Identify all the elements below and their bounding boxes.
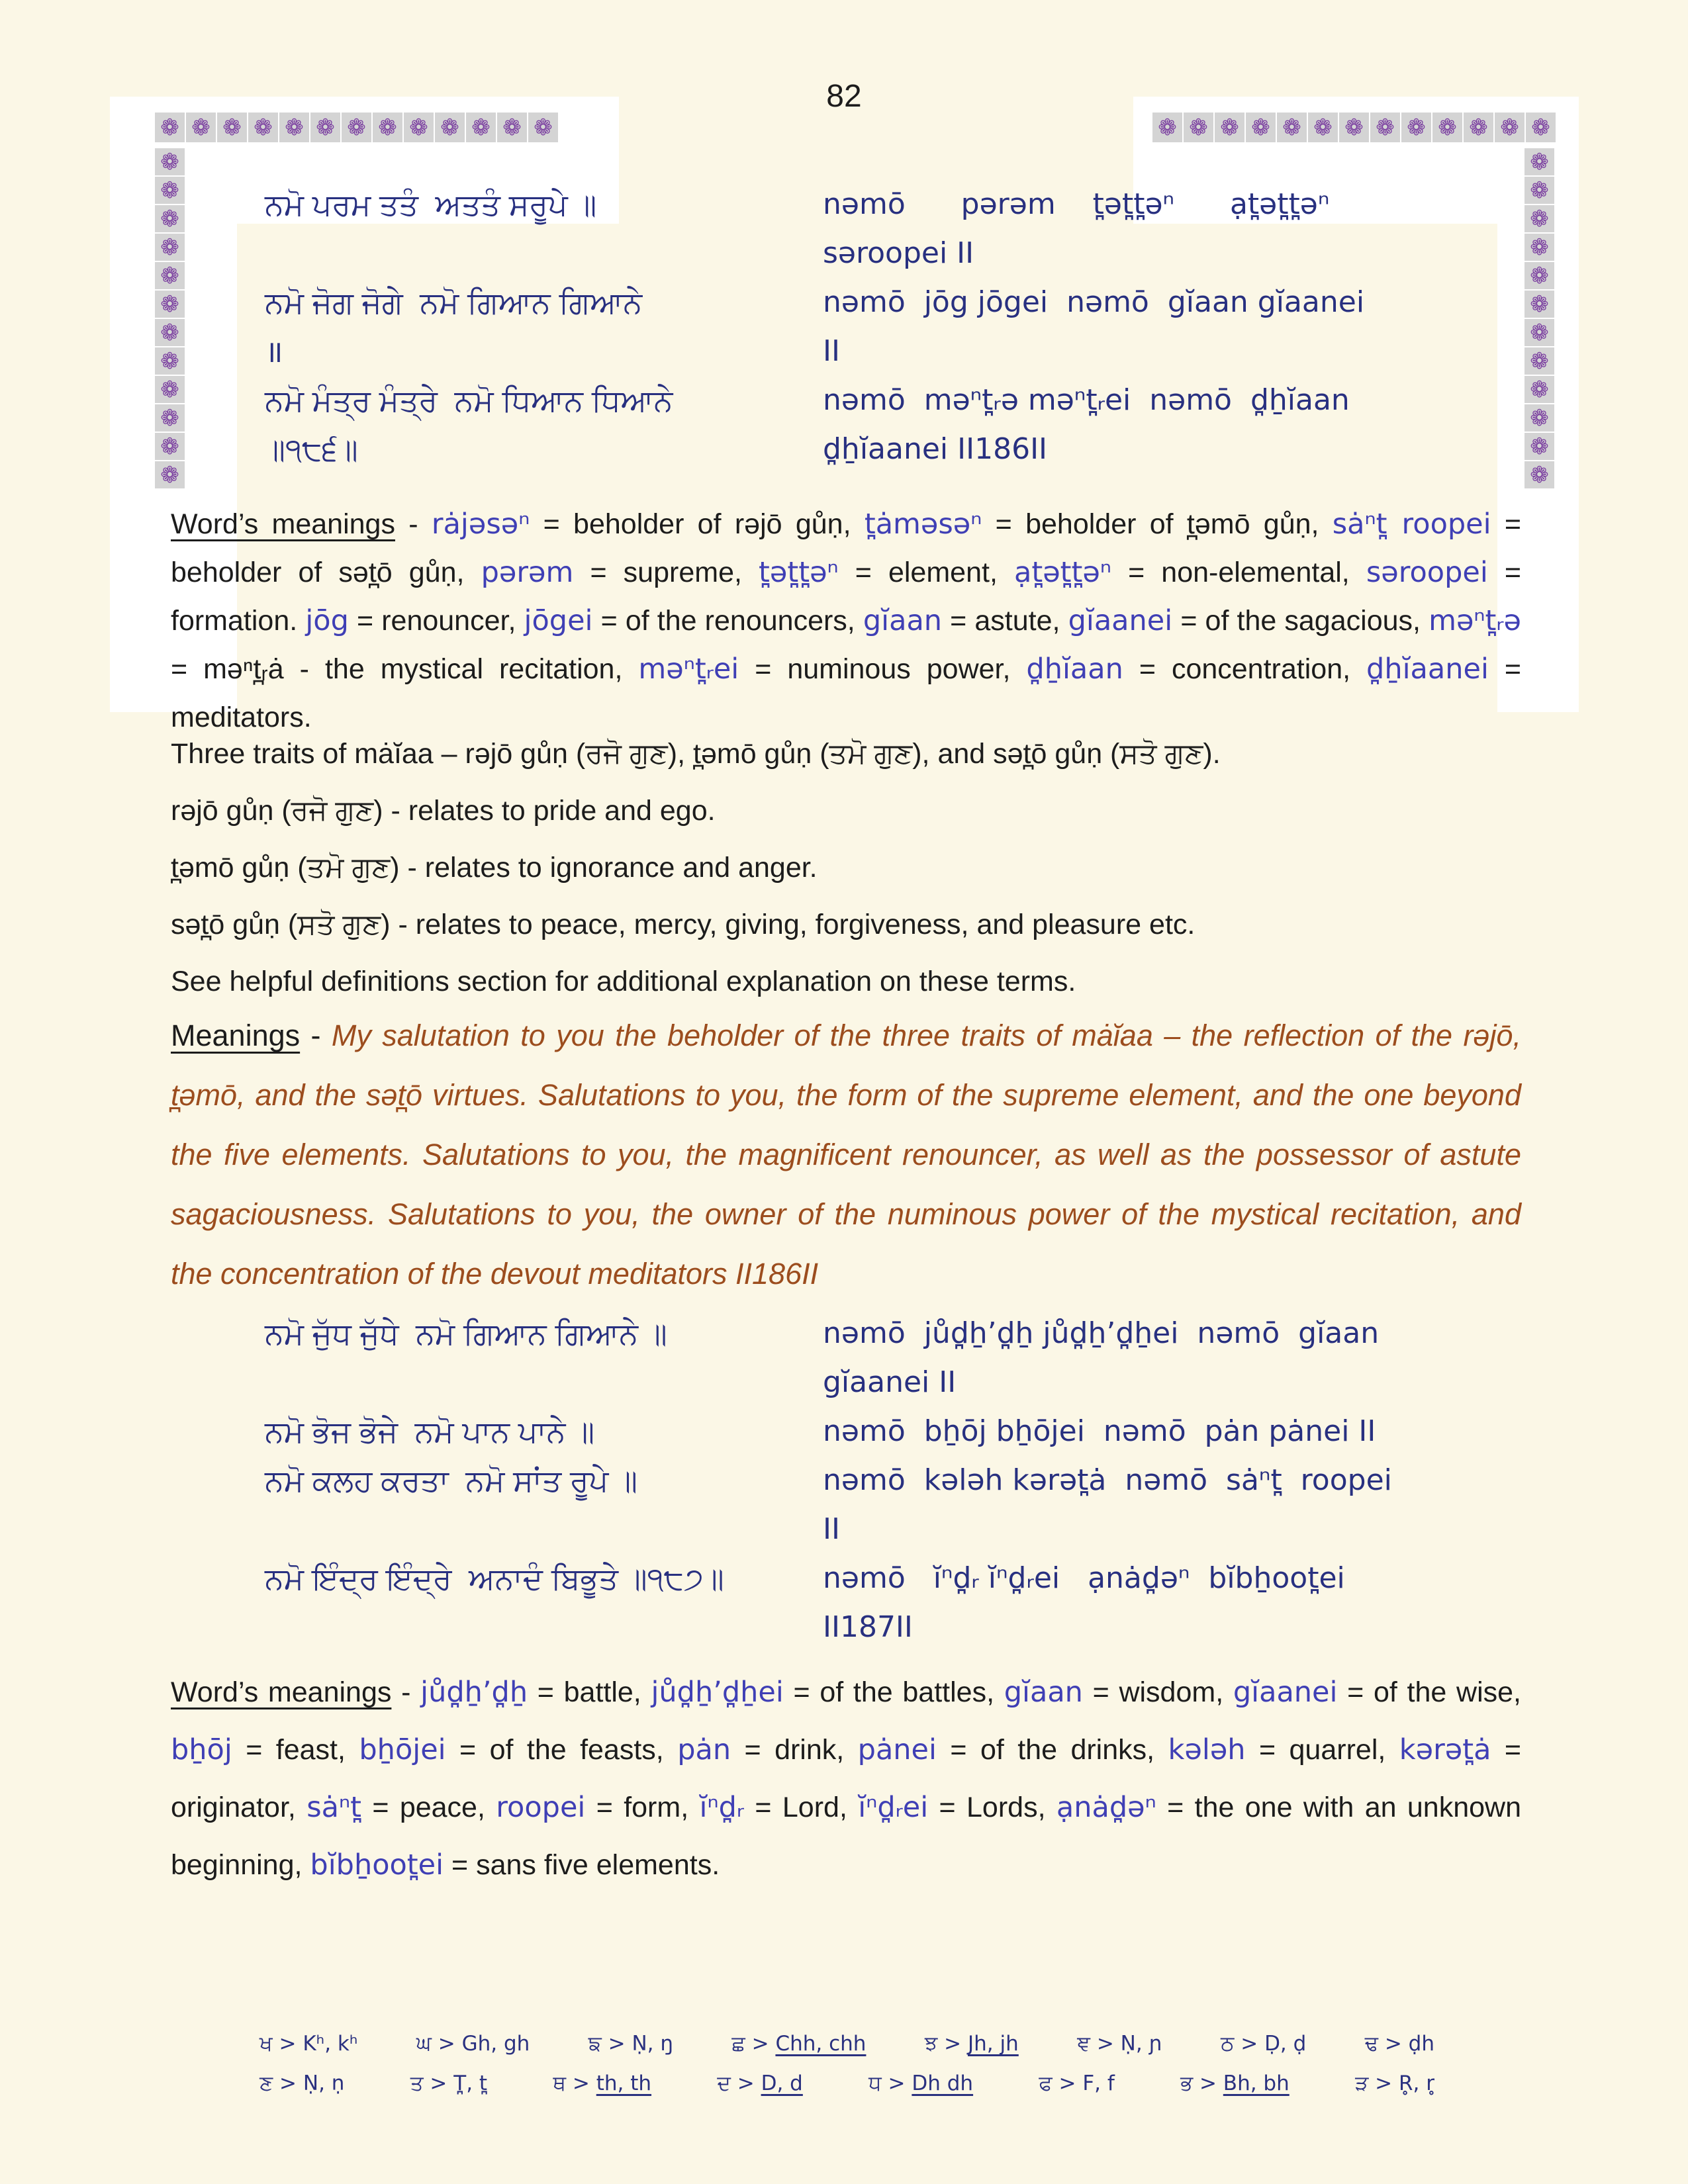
text-segment: = concentration, xyxy=(1123,653,1367,685)
border-tile xyxy=(1524,347,1554,375)
legend-item xyxy=(731,2024,866,2064)
text-segment: məⁿt̪ᵣei xyxy=(638,653,739,686)
border-tile xyxy=(1524,404,1554,432)
text-line: Three traits of mȧĭaa – rəjō gůṇ (ਰਜੋ ਗੁਣ), t̪əmō gůṇ (ਤਮੋ ਗੁਣ), and sət̪ō gůṇ (ਸਤੋ ਗੁਣ). xyxy=(171,738,1221,770)
text-line: nəmō jůd̪ẖ’d̪ẖ jůd̪ẖ’d̪ẖei nəmō gĭaan xyxy=(823,1316,1380,1350)
text-segment: səroopei xyxy=(1366,556,1488,589)
legend-roman-value: F, f xyxy=(1082,2071,1115,2095)
border-tile xyxy=(155,404,185,432)
flower-icon: ❁ xyxy=(502,114,522,141)
border-tile xyxy=(1524,291,1554,318)
text-segment: jůd̪ẖ’d̪ẖei xyxy=(651,1676,784,1709)
border-tile xyxy=(1524,205,1554,232)
text-segment: = of the drinks, xyxy=(936,1734,1168,1766)
border-tile xyxy=(155,205,185,232)
text-line: ਨਮੋ ਭੋਜ ਭੋਜੇ ਨਮੋ ਪਾਨ ਪਾਨੇ ॥ xyxy=(265,1414,595,1449)
border-tile xyxy=(155,376,185,403)
text-segment: = beholder of t̪əmō gůṇ, xyxy=(982,508,1333,540)
flower-icon: ❁ xyxy=(160,262,179,289)
text-segment: = non-elemental, xyxy=(1111,557,1366,588)
legend-gurmukhi-letter: ਫ xyxy=(1039,2071,1053,2095)
gurmukhi-column-2 xyxy=(265,1309,827,1652)
text-segment: = element, xyxy=(838,557,1014,588)
flower-icon: ❁ xyxy=(1530,205,1549,232)
text-segment: jōgei xyxy=(524,604,593,637)
border-tile xyxy=(279,113,309,142)
text-segment: = formation. xyxy=(171,557,1521,637)
flower-icon: ❁ xyxy=(378,114,397,141)
legend-separator: > xyxy=(730,2071,761,2095)
legend-separator: > xyxy=(1378,2032,1409,2056)
text-line: See helpful definitions section for additional explanation on these terms. xyxy=(171,966,1076,997)
text-segment: = sans five elements. xyxy=(444,1849,720,1881)
legend-item xyxy=(410,2064,487,2103)
flower-icon: ❁ xyxy=(222,114,242,141)
text-segment: = Lords, xyxy=(928,1792,1056,1823)
text-line: ॥ xyxy=(265,334,283,369)
border-tile xyxy=(1524,376,1554,403)
flower-icon: ❁ xyxy=(1158,114,1177,141)
flower-icon: ❁ xyxy=(1469,114,1488,141)
border-tile xyxy=(1277,113,1307,142)
legend-gurmukhi-letter: ੜ xyxy=(1355,2071,1369,2095)
text-line: nəmō məⁿt̪ᵣə məⁿt̪ᵣei nəmō d̪ẖĭaan xyxy=(823,383,1350,417)
border-tile xyxy=(1524,148,1554,175)
legend-gurmukhi-letter: ਖ xyxy=(259,2032,273,2056)
flower-icon: ❁ xyxy=(1530,461,1549,488)
flower-icon: ❁ xyxy=(254,114,273,141)
legend-roman-value: Ṇ, ɲ xyxy=(1120,2032,1162,2056)
text-segment: d̪ẖĭaanei xyxy=(1366,653,1489,686)
text-line: ॥੧੮੬॥ xyxy=(265,432,358,467)
text-segment: gĭaan xyxy=(1004,1676,1083,1709)
text-segment: kərət̪ȧ xyxy=(1399,1733,1491,1766)
phonetic-legend-row-1 xyxy=(259,2024,1434,2064)
flower-icon: ❁ xyxy=(1530,234,1549,261)
text-segment: = məⁿt̪ᵣȧ - the mystical recitation, xyxy=(171,653,639,685)
border-tile xyxy=(155,113,185,142)
text-segment: pȧnei xyxy=(857,1733,937,1766)
text-line: rəjō gůṇ (ਰਜੋ ਗੁਣ) - relates to pride and ego. xyxy=(171,795,716,827)
legend-separator: > xyxy=(566,2071,596,2095)
legend-separator: > xyxy=(881,2071,912,2095)
flower-icon: ❁ xyxy=(160,347,179,375)
text-segment: t̪ət̪t̪əⁿ xyxy=(759,556,839,589)
legend-roman-value: R̥, r̥ xyxy=(1399,2071,1434,2095)
text-segment: = beholder of sət̪ō gůṇ, xyxy=(171,508,1521,588)
legend-roman-value: ḍh xyxy=(1408,2032,1434,2056)
legend-separator: > xyxy=(1052,2071,1083,2095)
legend-roman-value: D, d xyxy=(761,2071,803,2095)
legend-item xyxy=(868,2064,973,2103)
legend-roman-value: Ṇ, ṇ xyxy=(303,2071,345,2095)
legend-separator: > xyxy=(272,2032,303,2056)
border-tile xyxy=(155,319,185,346)
phonetic-legend xyxy=(259,2024,1434,2103)
legend-gurmukhi-letter: ਣ xyxy=(259,2071,273,2095)
text-line: ਨਮੋ ਜੋਗ ਜੋਗੇ ਨਮੋ ਗਿਆਨ ਗਿਆਨੇ xyxy=(265,285,643,320)
text-segment: jōg xyxy=(305,604,349,637)
flower-icon: ❁ xyxy=(191,114,211,141)
flower-icon: ❁ xyxy=(1530,376,1549,403)
words-meanings-paragraph-1 xyxy=(171,500,1521,742)
flower-icon: ❁ xyxy=(534,114,553,141)
text-segment: My salutation to you the beholder of the three traits of mȧĭaa – the reflection of the rəjō, t̪əmō, and the sət̪ō virtues. Salutations to you, the form of the supreme element, and the one beyond the five elements. Salutations to you, the magnificent renouncer, as well as the possessor of astute sagaciousness. Salutations to you, the owner of the numinous power of the mystical recitation, and the concentration of the devout meditators II186II xyxy=(171,1019,1521,1291)
text-segment: = of the wise, xyxy=(1337,1676,1521,1708)
text-segment: = feast, xyxy=(232,1734,359,1766)
text-segment: = beholder of rəjō gůṇ, xyxy=(530,508,865,540)
border-tile xyxy=(310,113,340,142)
flower-icon: ❁ xyxy=(1376,114,1395,141)
legend-separator: > xyxy=(1368,2071,1399,2095)
legend-item xyxy=(1221,2024,1306,2064)
legend-item xyxy=(1039,2064,1114,2103)
text-segment: bẖōj xyxy=(171,1733,232,1766)
flower-border-top-right xyxy=(1152,113,1556,142)
text-segment: ĭⁿd̪ᵣei xyxy=(858,1791,929,1824)
flower-icon: ❁ xyxy=(1531,114,1550,141)
border-tile xyxy=(497,113,527,142)
flower-icon: ❁ xyxy=(1220,114,1239,141)
legend-gurmukhi-letter: ਤ xyxy=(410,2071,424,2095)
text-line: ਨਮੋ ਕਲਹ ਕਰਤਾ ਨਮੋ ਸਾਂਤ ਰੂਪੇ ॥ xyxy=(265,1463,637,1498)
legend-item xyxy=(1077,2024,1162,2064)
flower-icon: ❁ xyxy=(1530,347,1549,375)
border-tile xyxy=(186,113,216,142)
border-tile xyxy=(1524,234,1554,261)
text-segment: = quarrel, xyxy=(1245,1734,1399,1766)
border-tile xyxy=(155,433,185,460)
text-segment: - xyxy=(391,1676,421,1708)
transliteration-column-1 xyxy=(823,180,1498,474)
text-line: t̪əmō gůṇ (ਤਮੋ ਗੁਣ) - relates to ignorance and anger. xyxy=(171,852,818,884)
border-tile xyxy=(155,177,185,204)
border-tile xyxy=(155,347,185,375)
legend-gurmukhi-letter: ਝ xyxy=(924,2032,938,2056)
flower-icon: ❁ xyxy=(409,114,428,141)
border-tile xyxy=(1526,113,1556,142)
text-segment: t̪ȧməsəⁿ xyxy=(864,508,982,541)
flower-icon: ❁ xyxy=(440,114,459,141)
flower-icon: ❁ xyxy=(1407,114,1426,141)
legend-item xyxy=(1180,2064,1289,2103)
border-tile xyxy=(1524,177,1554,204)
border-tile xyxy=(435,113,465,142)
legend-separator: > xyxy=(937,2032,968,2056)
legend-item xyxy=(553,2064,651,2103)
flower-icon: ❁ xyxy=(160,114,179,141)
flower-icon: ❁ xyxy=(285,114,304,141)
text-line: gĭaanei II xyxy=(823,1365,957,1399)
text-segment: məⁿt̪ᵣə xyxy=(1429,604,1521,637)
meanings-paragraph xyxy=(171,1006,1521,1304)
flower-border-top-left xyxy=(155,113,558,142)
legend-item xyxy=(1355,2064,1434,2103)
legend-item xyxy=(588,2024,673,2064)
text-segment: = peace, xyxy=(361,1792,496,1823)
text-segment: = drink, xyxy=(731,1734,858,1766)
text-segment: d̪ẖĭaan xyxy=(1026,653,1123,686)
border-tile xyxy=(1339,113,1369,142)
flower-icon: ❁ xyxy=(160,291,179,318)
text-segment: = renouncer, xyxy=(348,605,524,637)
text-line: ਨਮੋ ਮੰਤ੍ਰ ਮੰਤ੍ਰੇ ਨਮੋ ਧਿਆਨ ਧਿਆਨੇ xyxy=(265,383,673,418)
border-tile xyxy=(466,113,496,142)
text-line xyxy=(265,1505,827,1554)
text-line: II xyxy=(823,1512,840,1546)
flower-icon: ❁ xyxy=(1530,262,1549,289)
legend-roman-value: Kʰ, kʰ xyxy=(303,2032,358,2056)
text-segment: = of the renouncers, xyxy=(592,605,863,637)
flower-icon: ❁ xyxy=(160,433,179,460)
legend-roman-value: Ḍ, ḍ xyxy=(1264,2032,1307,2056)
flower-icon: ❁ xyxy=(1530,404,1549,432)
text-segment: = numinous power, xyxy=(739,653,1027,685)
text-segment: = meditators. xyxy=(171,653,1521,733)
flower-icon: ❁ xyxy=(1530,433,1549,460)
text-segment: Word’s meanings xyxy=(171,508,395,540)
text-segment: bĭbẖoot̪ei xyxy=(310,1848,444,1882)
border-tile xyxy=(1524,262,1554,289)
legend-roman-value: Ṇ, ŋ xyxy=(632,2032,674,2056)
three-traits-section xyxy=(171,725,1568,1010)
legend-roman-value: T̪, t̪ xyxy=(453,2071,488,2095)
legend-gurmukhi-letter: ਙ xyxy=(588,2032,602,2056)
text-segment: = Lord, xyxy=(744,1792,859,1823)
legend-roman-value: Gh, gh xyxy=(461,2032,530,2056)
legend-gurmukhi-letter: ਭ xyxy=(1180,2071,1194,2095)
text-segment: = form, xyxy=(585,1792,700,1823)
flower-border-right xyxy=(1524,148,1554,488)
legend-separator: > xyxy=(431,2032,462,2056)
gurmukhi-column-1 xyxy=(265,180,827,474)
text-line xyxy=(265,1603,827,1652)
text-line: II187II xyxy=(823,1610,913,1644)
border-tile xyxy=(155,148,185,175)
border-tile xyxy=(1370,113,1400,142)
flower-icon: ❁ xyxy=(1251,114,1270,141)
flower-icon: ❁ xyxy=(1189,114,1208,141)
flower-icon: ❁ xyxy=(160,319,179,346)
flower-icon: ❁ xyxy=(1344,114,1364,141)
text-segment: = originator, xyxy=(171,1734,1521,1823)
flower-icon: ❁ xyxy=(160,177,179,204)
text-segment: jůd̪ẖ’d̪ẖ xyxy=(420,1676,528,1709)
legend-separator: > xyxy=(1193,2071,1223,2095)
text-segment: ạt̪ət̪t̪əⁿ xyxy=(1014,556,1111,589)
border-tile xyxy=(373,113,402,142)
border-tile xyxy=(342,113,371,142)
text-line: II xyxy=(823,334,840,368)
legend-separator: > xyxy=(601,2032,632,2056)
flower-icon: ❁ xyxy=(1530,319,1549,346)
text-segment: gĭaanei xyxy=(1068,604,1173,637)
text-line: səroopei II xyxy=(823,236,974,270)
text-segment: = supreme, xyxy=(573,557,759,588)
text-segment: roopei xyxy=(496,1791,586,1824)
border-tile xyxy=(1524,461,1554,488)
text-line xyxy=(265,1358,827,1407)
border-tile xyxy=(217,113,247,142)
text-segment: = astute, xyxy=(942,605,1068,637)
border-tile xyxy=(155,291,185,318)
border-tile xyxy=(1401,113,1431,142)
text-segment: = of the sagacious, xyxy=(1172,605,1429,637)
legend-gurmukhi-letter: ਢ xyxy=(1364,2032,1378,2056)
flower-icon: ❁ xyxy=(1282,114,1301,141)
flower-icon: ❁ xyxy=(1438,114,1457,141)
border-tile xyxy=(404,113,434,142)
text-line: nəmō kələh kərət̪ȧ nəmō sȧⁿt̪ roopei xyxy=(823,1463,1392,1497)
page-number: 82 xyxy=(826,79,862,114)
words-meanings-paragraph-2 xyxy=(171,1664,1521,1894)
text-segment: bẖōjei xyxy=(359,1733,446,1766)
flower-icon: ❁ xyxy=(1530,148,1549,175)
text-segment: Word’s meanings xyxy=(171,1676,392,1708)
border-tile xyxy=(155,461,185,488)
legend-roman-value: th, th xyxy=(596,2071,652,2095)
text-segment: Meanings xyxy=(171,1019,301,1052)
border-tile xyxy=(1432,113,1462,142)
text-segment: ĭⁿd̪ᵣ xyxy=(699,1791,745,1824)
border-tile xyxy=(528,113,558,142)
text-line: nəmō ĭⁿd̪ᵣ ĭⁿd̪ᵣei ạnȧd̪əⁿ bĭbẖoot̪ei xyxy=(823,1561,1345,1595)
text-segment: = wisdom, xyxy=(1082,1676,1233,1708)
text-line: ਨਮੋ ਇੰਦ੍ਰ ਇੰਦ੍ਰੇ ਅਨਾਦੰ ਬਿਭੂਤੇ ॥੧੮੭॥ xyxy=(265,1561,724,1596)
text-line xyxy=(265,229,827,278)
border-tile xyxy=(1152,113,1182,142)
flower-icon: ❁ xyxy=(1530,177,1549,204)
legend-separator: > xyxy=(745,2032,776,2056)
text-line: ਨਮੋ ਪਰਮ ਤਤੰ ਅਤਤੰ ਸਰੂਪੇ ॥ xyxy=(265,187,597,222)
text-segment: pȧn xyxy=(677,1733,731,1766)
flower-icon: ❁ xyxy=(1500,114,1519,141)
flower-icon: ❁ xyxy=(160,205,179,232)
flower-icon: ❁ xyxy=(160,376,179,403)
border-tile xyxy=(1308,113,1338,142)
border-tile xyxy=(1184,113,1213,142)
legend-gurmukhi-letter: ਥ xyxy=(553,2071,567,2095)
text-segment: - xyxy=(395,508,432,540)
border-tile xyxy=(1495,113,1524,142)
legend-gurmukhi-letter: ਞ xyxy=(1077,2032,1090,2056)
text-segment: - xyxy=(300,1019,332,1052)
text-segment: = of the feasts, xyxy=(445,1734,678,1766)
legend-separator: > xyxy=(1234,2032,1265,2056)
legend-item xyxy=(416,2024,530,2064)
phonetic-legend-row-2 xyxy=(259,2064,1434,2103)
flower-icon: ❁ xyxy=(347,114,366,141)
legend-item xyxy=(717,2064,802,2103)
flower-icon: ❁ xyxy=(160,148,179,175)
border-tile xyxy=(1524,433,1554,460)
legend-separator: > xyxy=(1090,2032,1121,2056)
text-line: ਨਮੋ ਜੁੱਧ ਜੁੱਧੇ ਨਮੋ ਗਿਆਨ ਗਿਆਨੇ ॥ xyxy=(265,1316,667,1351)
text-segment: sȧⁿt̪ roopei xyxy=(1332,508,1491,541)
text-segment: rȧjəsəⁿ xyxy=(431,508,530,541)
text-segment: = the one with an unknown beginning, xyxy=(171,1792,1522,1881)
text-segment: = of the battles, xyxy=(783,1676,1004,1708)
legend-item xyxy=(1365,2024,1434,2064)
flower-icon: ❁ xyxy=(471,114,491,141)
flower-border-left xyxy=(155,148,185,488)
legend-gurmukhi-letter: ਧ xyxy=(868,2071,882,2095)
flower-icon: ❁ xyxy=(160,234,179,261)
legend-item xyxy=(259,2024,357,2064)
text-line: sət̪ō gůṇ (ਸਤੋ ਗੁਣ) - relates to peace, mercy, giving, forgiveness, and pleasure etc. xyxy=(171,909,1196,940)
border-tile xyxy=(248,113,278,142)
legend-separator: > xyxy=(273,2071,303,2095)
legend-gurmukhi-letter: ਦ xyxy=(717,2071,731,2095)
legend-item xyxy=(259,2064,344,2103)
flower-icon: ❁ xyxy=(160,461,179,488)
text-segment: ạnȧd̪əⁿ xyxy=(1056,1791,1156,1824)
border-tile xyxy=(1215,113,1244,142)
border-tile xyxy=(1524,319,1554,346)
text-segment: = battle, xyxy=(528,1676,651,1708)
transliteration-column-2 xyxy=(823,1309,1498,1652)
text-segment: kələh xyxy=(1168,1733,1246,1766)
legend-roman-value: Dh dh xyxy=(912,2071,974,2095)
legend-gurmukhi-letter: ਠ xyxy=(1221,2032,1235,2056)
legend-gurmukhi-letter: ਛ xyxy=(731,2032,745,2056)
text-line: nəmō bẖōj bẖōjei nəmō pȧn pȧnei II xyxy=(823,1414,1376,1448)
flower-icon: ❁ xyxy=(1313,114,1333,141)
legend-roman-value: Jh, jh xyxy=(968,2032,1019,2056)
border-tile xyxy=(1246,113,1276,142)
border-tile xyxy=(1464,113,1493,142)
legend-roman-value: Chh, chh xyxy=(775,2032,867,2056)
legend-roman-value: Bh, bh xyxy=(1223,2071,1289,2095)
text-segment: sȧⁿt̪ xyxy=(306,1791,361,1824)
text-segment: gĭaanei xyxy=(1233,1676,1338,1709)
text-line: nəmō jōg jōgei nəmō gĭaan gĭaanei xyxy=(823,285,1365,319)
legend-separator: > xyxy=(423,2071,454,2095)
text-segment: pərəm xyxy=(481,556,574,589)
text-line: d̪ẖĭaanei II186II xyxy=(823,432,1048,466)
legend-gurmukhi-letter: ਘ xyxy=(416,2032,432,2056)
flower-icon: ❁ xyxy=(1530,291,1549,318)
text-line: nəmō pərəm t̪ət̪t̪əⁿ ạt̪ət̪t̪əⁿ xyxy=(823,187,1330,221)
flower-icon: ❁ xyxy=(160,404,179,432)
border-tile xyxy=(155,262,185,289)
flower-icon: ❁ xyxy=(316,114,335,141)
legend-item xyxy=(925,2024,1019,2064)
text-segment: gĭaan xyxy=(863,604,943,637)
border-tile xyxy=(155,234,185,261)
